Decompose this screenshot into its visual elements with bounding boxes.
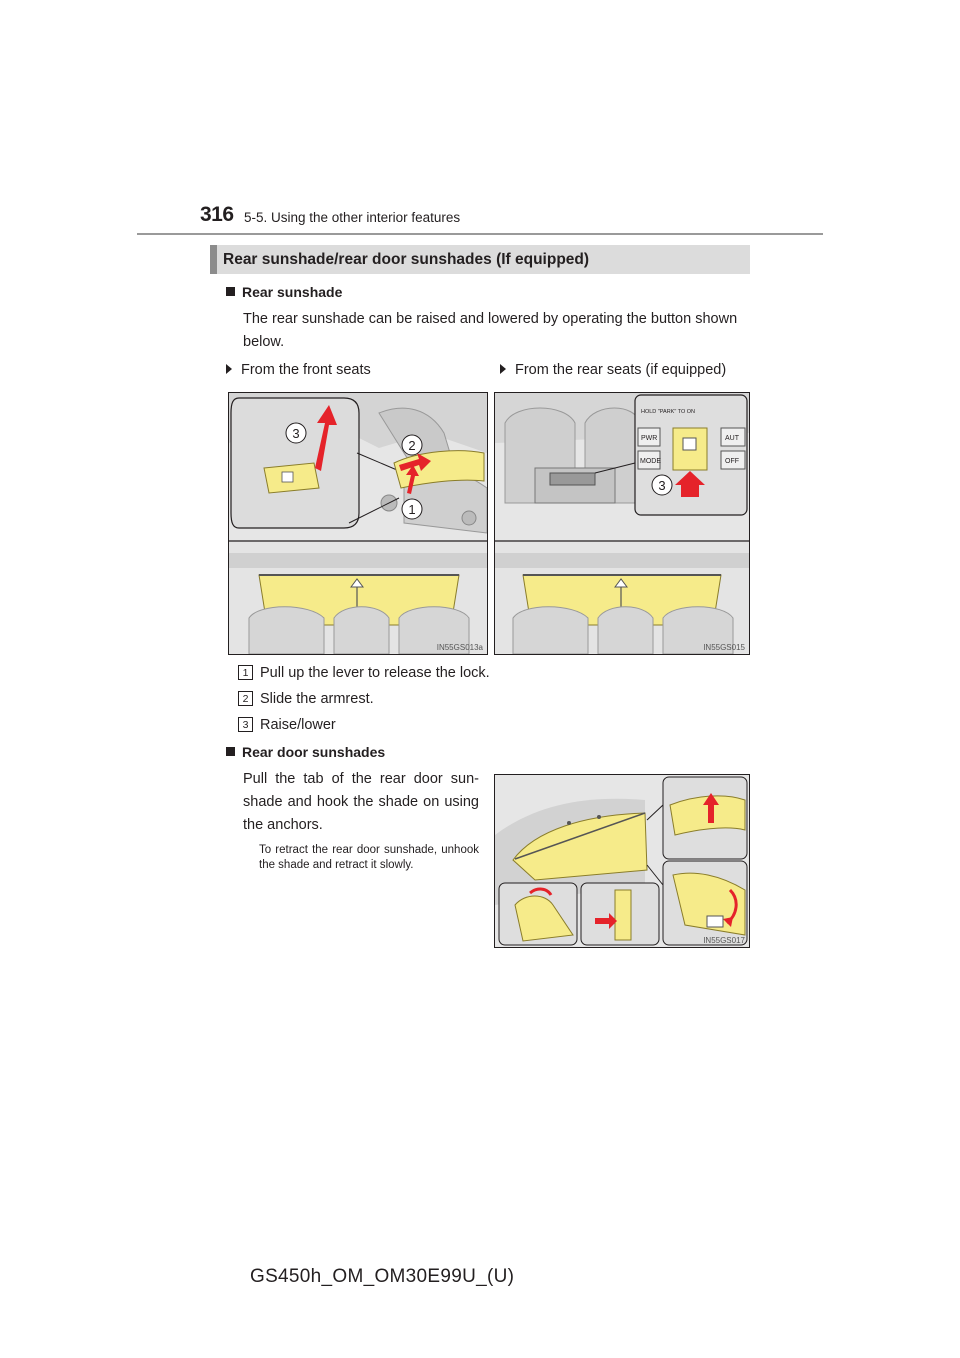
rear-door-description: Pull the tab of the rear door sun-shade and hook the shade on using the anchors.: [243, 771, 479, 833]
triangle-bullet-icon: [500, 364, 506, 374]
figure-rear-door: [494, 774, 750, 948]
page-number: 316: [200, 203, 234, 226]
footer-doc-code: GS450h_OM_OM30E99U_(U): [250, 1266, 515, 1287]
page-title: Rear sunshade/rear door sunshades (If equipped): [223, 251, 590, 268]
rear-door-illustration: [495, 775, 749, 947]
square-bullet-icon: [226, 287, 235, 296]
caption-rear-seats: From the rear seats (if equipped): [500, 359, 726, 382]
step-2-number: 2: [238, 691, 253, 706]
step-1-number: 1: [238, 665, 253, 680]
figure-code-rear: IN55GS015: [703, 643, 745, 652]
callout-3-rear: 3: [658, 478, 666, 493]
panel-label-hold: HOLD "PARK" TO ON: [641, 409, 696, 415]
triangle-bullet-icon: [226, 364, 232, 374]
rear-sunshade-heading: Rear sunshade: [226, 284, 342, 300]
header-rule: [137, 233, 823, 235]
step-1-text: Pull up the lever to release the lock.: [260, 665, 490, 681]
square-bullet-icon: [226, 747, 235, 756]
front-seats-illustration: [229, 393, 487, 654]
rear-sunshade-description: The rear sunshade can be raised and lowered by operating the button shown below.: [243, 311, 738, 350]
section-header: 5-5. Using the other interior features: [244, 210, 461, 225]
panel-label-off: OFF: [725, 458, 739, 465]
callout-1: 1: [408, 502, 416, 517]
figure-code-door: IN55GS017: [703, 936, 745, 945]
callout-2: 2: [408, 438, 416, 453]
panel-label-mode: MODE: [640, 458, 661, 465]
caption-front-seats: From the front seats: [226, 359, 371, 382]
rear-door-note: To retract the rear door sunshade, unhook the shade and retract it slowly.: [259, 844, 479, 871]
callout-3: 3: [292, 426, 300, 441]
step-3-number: 3: [238, 717, 253, 732]
panel-label-aut: AUT: [725, 435, 739, 442]
rear-seats-illustration: [495, 393, 749, 654]
step-2-text: Slide the armrest.: [260, 691, 374, 707]
figure-front-seats: [228, 392, 488, 655]
step-3-text: Raise/lower: [260, 717, 336, 733]
figure-rear-seats: [494, 392, 750, 655]
rear-door-heading: Rear door sunshades: [226, 744, 385, 760]
panel-label-pwr: PWR: [641, 435, 658, 442]
figure-code-front: IN55GS013a: [436, 643, 483, 652]
